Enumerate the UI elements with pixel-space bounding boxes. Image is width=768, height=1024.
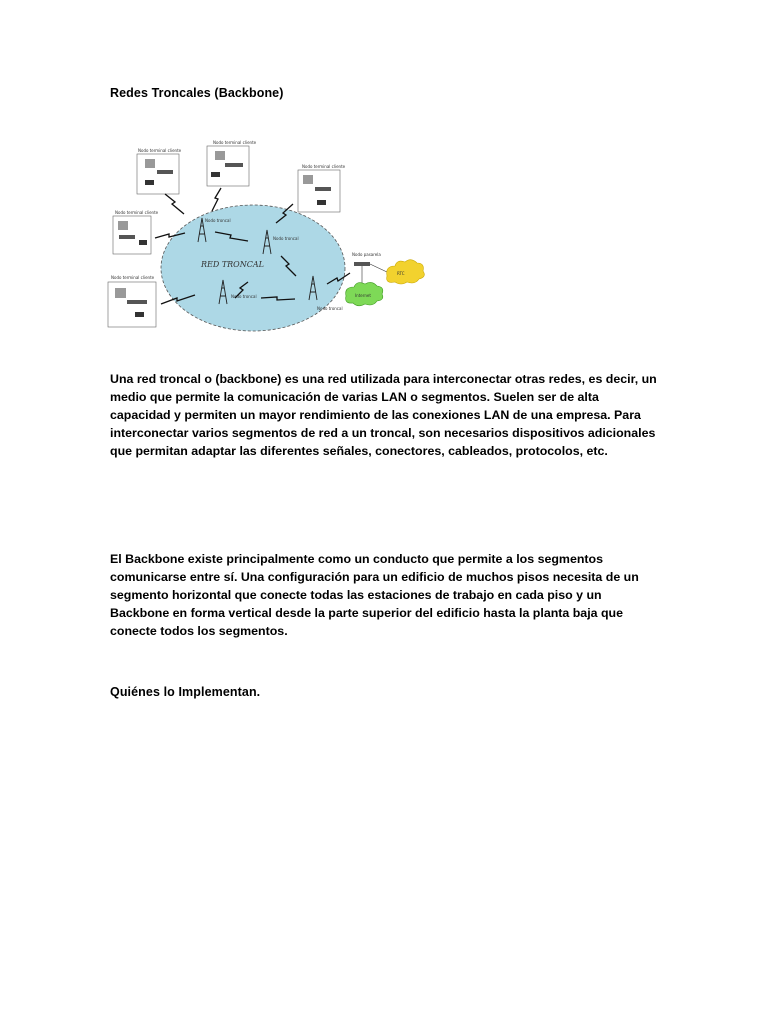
paragraph-backbone: El Backbone existe principalmente como un conducto que permite a los segmentos comunicarse entre sí. Una configuración para un edificio de muchos pisos necesita de un segmento horizontal que conecte todas las estaciones de trabajo en cada piso y un Backbone en forma vertical desde la parte superior del edificio hasta la planta baja que conecte todos los segmentos.: [110, 552, 639, 638]
section-subtitle: Quiénes lo Implementan.: [110, 685, 261, 699]
svg-text:Nodo terminal cliente: Nodo terminal cliente: [115, 210, 159, 215]
gateway-node: [354, 262, 370, 266]
svg-text:Nodo troncal: Nodo troncal: [273, 236, 299, 241]
paragraph-intro: Una red troncal o (backbone) es una red utilizada para interconectar otras redes, es decir, un medio que permite la comunicación de varias LAN o segmentos. Suelen ser de alta capacidad y permiten un mayor rendimiento de las conexiones LAN de una empresa. Para interconectar varios segmentos de red a un troncal, son necesarios dispositivos adicionales que permitan adaptar las diferentes señales, conectores, cableados, protocolos, etc.: [110, 372, 657, 458]
svg-text:Nodo troncal: Nodo troncal: [231, 294, 257, 299]
wireless-link-2: [212, 188, 221, 211]
svg-text:Nodo terminal cliente: Nodo terminal cliente: [111, 275, 155, 280]
internet-cloud: [346, 282, 383, 305]
backbone-network-diagram: [105, 132, 435, 337]
client-node-2: [207, 140, 257, 186]
svg-text:Nodo terminal cliente: Nodo terminal cliente: [302, 164, 346, 169]
svg-text:Nodo terminal cliente: Nodo terminal cliente: [138, 148, 182, 153]
svg-text:Nodo troncal: Nodo troncal: [205, 218, 231, 223]
gateway-label: Nodo pasarela: [352, 252, 381, 257]
client-node-1: [137, 148, 182, 194]
rtc-cloud: [387, 260, 425, 284]
client-node-4: [113, 210, 159, 254]
core-network-label: RED TRONCAL: [201, 260, 264, 269]
svg-text:Nodo troncal: Nodo troncal: [317, 306, 343, 311]
client-node-3: [298, 164, 346, 212]
wireless-link-1: [165, 194, 184, 214]
svg-text:Nodo terminal cliente: Nodo terminal cliente: [213, 140, 257, 145]
client-node-5: [108, 275, 156, 327]
section-title: Redes Troncales (Backbone): [110, 86, 284, 100]
svg-text:RTC: RTC: [397, 271, 405, 276]
svg-text:Internet: Internet: [355, 293, 371, 298]
